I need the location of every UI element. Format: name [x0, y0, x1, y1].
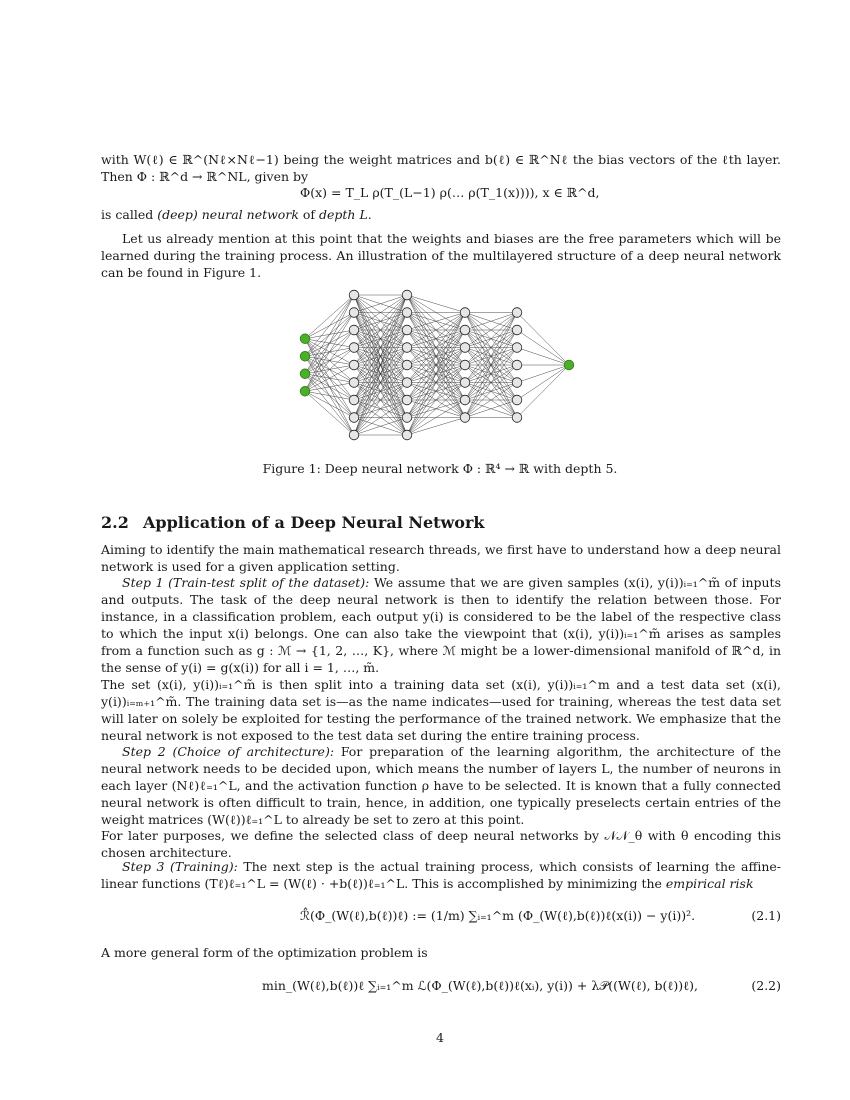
- network-edge: [305, 383, 354, 392]
- network-edge: [517, 365, 569, 383]
- network-edge: [407, 313, 465, 436]
- hidden-neuron: [512, 308, 522, 318]
- network-edge: [305, 295, 354, 391]
- network-edge: [407, 418, 465, 436]
- hidden-neuron: [402, 290, 412, 300]
- network-edge: [305, 391, 354, 435]
- input-neuron: [300, 369, 310, 379]
- general-form-paragraph: A more general form of the optimization problem is: [101, 945, 428, 960]
- hidden-neuron: [402, 343, 412, 353]
- network-edge: [407, 383, 465, 436]
- hidden-neuron: [349, 413, 359, 423]
- hidden-neuron: [349, 430, 359, 440]
- hidden-neuron: [460, 395, 470, 405]
- hidden-neuron: [349, 378, 359, 388]
- network-edge: [517, 330, 569, 365]
- figure-caption: Figure 1: Deep neural network Φ : ℝ⁴ → ℝ with depth 5.: [262, 461, 618, 476]
- hidden-neuron: [402, 378, 412, 388]
- step2-label: Step 2 (Choice of architecture):: [122, 744, 335, 759]
- hidden-neuron: [402, 308, 412, 318]
- step1-paragraph: Step 1 (Train-test split of the dataset): We assume that we are given samples (x(i), y(i))ᵢ₌₁^m̃ of inputs and outputs. The task of the deep neural network is then to identify the relation between those. For instance, in a classification problem, each output y(i) is considered to be the label of the respective class to which the input x(i) belongs. One can also take the viewpoint that (x(i), y(i))ᵢ₌₁^m̃ arises as samples from a function such as g : ℳ → {1, 2, …, K}, where ℳ might be a lower-dimensional manifold of ℝ^d, in the sense of y(i) = g(x(i)) for all i = 1, …, m̃.: [101, 575, 781, 675]
- hidden-neuron: [512, 395, 522, 405]
- network-edges: [305, 295, 569, 435]
- hidden-neuron: [460, 343, 470, 353]
- intro-line: with W(ℓ) ∈ ℝ^(Nℓ×Nℓ−1) being the weight matrices and b(ℓ) ∈ ℝ^Nℓ the bias vectors of the ℓth layer. Then Φ : ℝ^d → ℝ^NL, given by: [101, 152, 781, 184]
- step3-paragraph: Step 3 (Training): The next step is the actual training process, which consists of learning the affine-linear functions (Tℓ)ℓ₌₁^L = (W(ℓ) · +b(ℓ))ℓ₌₁^L. This is accomplished by minimizing the empirical risk: [101, 859, 782, 891]
- hidden-neuron: [460, 308, 470, 318]
- step3-label: Step 3 (Training):: [122, 859, 238, 874]
- page-number: 4: [436, 1030, 444, 1045]
- hidden-neuron: [512, 325, 522, 335]
- network-edge: [305, 313, 354, 392]
- hidden-neuron: [512, 343, 522, 353]
- input-neuron: [300, 351, 310, 361]
- input-neuron: [300, 334, 310, 344]
- later-paragraph: For later purposes, we define the selected class of deep neural networks by 𝒩𝒩_θ with θ encoding this chosen architecture.: [101, 828, 781, 860]
- neural-network-figure: [295, 285, 585, 450]
- hidden-neuron: [460, 325, 470, 335]
- section-heading: 2.2 Application of a Deep Neural Network: [101, 513, 485, 532]
- hidden-neuron: [512, 378, 522, 388]
- weights-paragraph: Let us already mention at this point that the weights and biases are the free parameters which will be learned during the training process. An illustration of the multilayered structure of a deep neural network can be found in Figure 1.: [101, 231, 781, 280]
- network-edge: [517, 313, 569, 366]
- hidden-neuron: [402, 360, 412, 370]
- output-neuron: [564, 360, 574, 370]
- network-edge: [305, 330, 354, 391]
- hidden-neuron: [349, 343, 359, 353]
- hidden-neuron: [402, 430, 412, 440]
- network-edge: [305, 391, 354, 417]
- hidden-neuron: [349, 360, 359, 370]
- network-edge: [407, 295, 465, 313]
- step2-paragraph: Step 2 (Choice of architecture): For preparation of the learning algorithm, the architecture of the neural network needs to be decided upon, which means the number of layers L, the number of neurons in each layer (Nℓ)ℓ₌₁^L, and the activation function ρ have to be selected. It is known that a fully connected neural network is often difficult to train, hence, in addition, one typically preselects certain entries of the weight matrices (W(ℓ))ℓ₌₁^L to already be set to zero at this point.: [101, 744, 781, 827]
- input-neuron: [300, 386, 310, 396]
- network-edge: [517, 365, 569, 400]
- step1-label: Step 1 (Train-test split of the dataset):: [122, 575, 370, 590]
- hidden-neuron: [349, 290, 359, 300]
- hidden-neuron: [349, 308, 359, 318]
- network-edge: [517, 348, 569, 366]
- network-edge: [305, 295, 354, 374]
- hidden-neuron: [349, 395, 359, 405]
- equation-number-2-1: (2.1): [751, 908, 781, 923]
- hidden-neuron: [460, 378, 470, 388]
- network-edge: [305, 295, 354, 339]
- empirical-risk-equation: ℛ̂(Φ_(W(ℓ),b(ℓ))ℓ) := (1/m) ∑ᵢ₌₁^m (Φ_(W(ℓ),b(ℓ))ℓ(x(i)) − y(i))².: [300, 908, 696, 923]
- network-edge: [517, 365, 569, 418]
- network-edge: [305, 348, 354, 392]
- optimization-equation: min_(W(ℓ),b(ℓ))ℓ ∑ᵢ₌₁^m ℒ(Φ_(W(ℓ),b(ℓ))ℓ(xᵢ), y(i)) + λ𝒫((W(ℓ), b(ℓ))ℓ),: [262, 978, 698, 993]
- hidden-neuron: [402, 413, 412, 423]
- hidden-neuron: [349, 325, 359, 335]
- hidden-neuron: [512, 360, 522, 370]
- network-edge: [305, 295, 354, 356]
- aim-paragraph: Aiming to identify the main mathematical research threads, we first have to understand how a deep neural network is used for a given application setting.: [101, 542, 781, 574]
- deep-nn-definition: is called (deep) neural network of depth L.: [101, 207, 372, 222]
- network-edge: [305, 391, 354, 400]
- equation-number-2-2: (2.2): [751, 978, 781, 993]
- hidden-neuron: [512, 413, 522, 423]
- hidden-neuron: [402, 395, 412, 405]
- hidden-neuron: [460, 413, 470, 423]
- split-paragraph: The set (x(i), y(i))ᵢ₌₁^m̃ is then split into a training data set (x(i), y(i))ᵢ₌₁^m and a test data set (x(i), y(i))ᵢ₌ₘ₊₁^m̃. The training data set is—as the name indicates—used for training, whereas the test data set will later on solely be exploited for testing the performance of the trained network. We emphasize that the neural network is not exposed to the test data set during the entire training process.: [101, 677, 781, 743]
- hidden-neuron: [402, 325, 412, 335]
- network-edge: [407, 348, 465, 436]
- network-definition-equation: Φ(x) = T_L ρ(T_(L−1) ρ(… ρ(T_1(x)))), x ∈ ℝ^d,: [300, 185, 600, 200]
- hidden-neuron: [460, 360, 470, 370]
